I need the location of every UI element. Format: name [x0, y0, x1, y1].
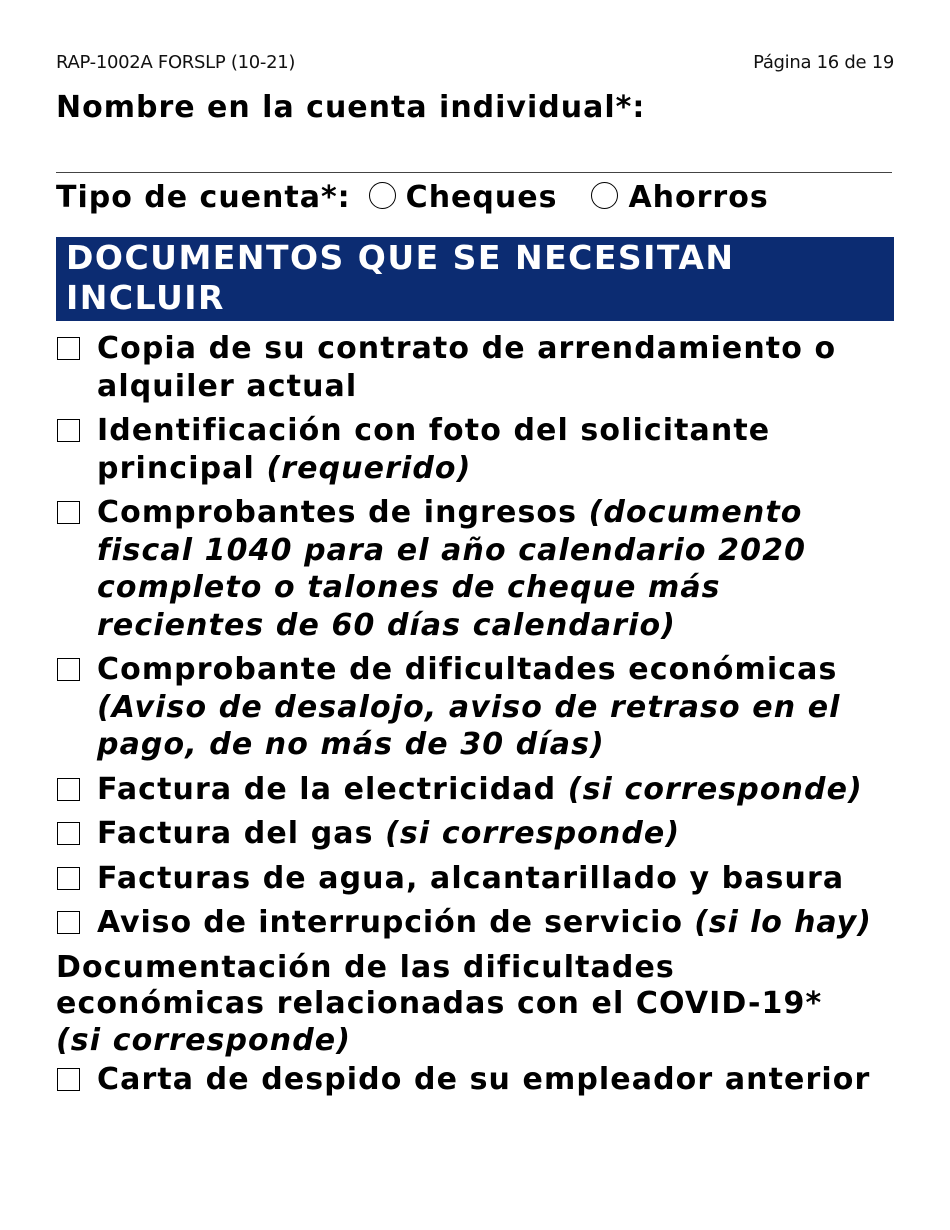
- account-type-row: [56, 180, 769, 215]
- item-note: (si corresponde): [567, 771, 863, 807]
- checkbox-icon[interactable]: [57, 419, 80, 442]
- item-note: (requerido): [266, 450, 472, 486]
- checklist-item: [56, 494, 877, 644]
- account-type-label: Tipo de cuenta*:: [56, 180, 351, 215]
- checklist-item: [56, 860, 906, 898]
- checkbox-icon[interactable]: [57, 658, 80, 681]
- radio-circle-icon[interactable]: [591, 182, 618, 209]
- page-indicator: Página 16 de 19: [753, 52, 894, 73]
- checklist-item: [56, 771, 906, 809]
- checkbox-icon[interactable]: [57, 822, 80, 845]
- covid-section-heading: [56, 950, 856, 1060]
- checklist-item: [56, 904, 906, 942]
- radio-option-cheques[interactable]: [369, 180, 558, 215]
- checkbox-icon[interactable]: [57, 867, 80, 890]
- form-id: RAP-1002A FORSLP (10-21): [56, 52, 296, 73]
- checkbox-icon[interactable]: [57, 911, 80, 934]
- banner-title-line2: INCLUIR: [66, 278, 225, 317]
- item-note: (documento fiscal 1040 para el año calendario 2020 completo o talones de cheque más recientes de 60 días calendario): [97, 495, 807, 643]
- item-text: Identificación con foto del solicitante principal: [97, 413, 771, 486]
- radio-label-ahorros: Ahorros: [628, 180, 769, 215]
- checkbox-icon[interactable]: [57, 778, 80, 801]
- item-text: Factura del gas: [97, 816, 386, 851]
- item-text: Copia de su contrato de arrendamiento o alquiler actual: [97, 331, 837, 404]
- page-header: [56, 52, 894, 76]
- banner-title-line1: DOCUMENTOS QUE SE NECESITAN: [66, 238, 735, 277]
- checklist-item: [56, 651, 917, 764]
- covid-heading-note: (si corresponde): [56, 1022, 352, 1058]
- item-text: Factura de la electricidad: [97, 771, 568, 807]
- radio-option-ahorros[interactable]: [591, 180, 768, 215]
- account-name-label: Nombre en la cuenta individual*:: [56, 90, 646, 125]
- item-note: (si lo hay): [694, 905, 872, 940]
- radio-label-cheques: Cheques: [405, 180, 558, 215]
- account-name-field[interactable]: [56, 172, 892, 173]
- covid-heading-text: Documentación de las dificultades económicas relacionadas con el COVID-19*: [56, 949, 823, 1021]
- item-text: Facturas de agua, alcantarillado y basura: [97, 860, 845, 896]
- checklist-item: [56, 815, 906, 853]
- item-text: Carta de despido de su empleador anterior: [97, 1062, 871, 1097]
- documents-checklist: [56, 330, 906, 1106]
- documents-banner: [56, 237, 894, 321]
- item-note: (Aviso de desalojo, aviso de retraso en el pago, de no más de 30 días): [97, 689, 841, 762]
- checkbox-icon[interactable]: [57, 501, 80, 524]
- item-text: Comprobantes de ingresos: [97, 495, 589, 530]
- checklist-item: [56, 330, 897, 405]
- checklist-item: [56, 412, 857, 487]
- item-text: Comprobante de dificultades económicas: [97, 652, 838, 687]
- checkbox-icon[interactable]: [57, 337, 80, 360]
- checklist-item: [56, 1061, 906, 1099]
- checkbox-icon[interactable]: [57, 1068, 80, 1091]
- item-text: Aviso de interrupción de servicio: [97, 905, 695, 940]
- radio-circle-icon[interactable]: [369, 182, 396, 209]
- item-note: (si corresponde): [385, 816, 681, 851]
